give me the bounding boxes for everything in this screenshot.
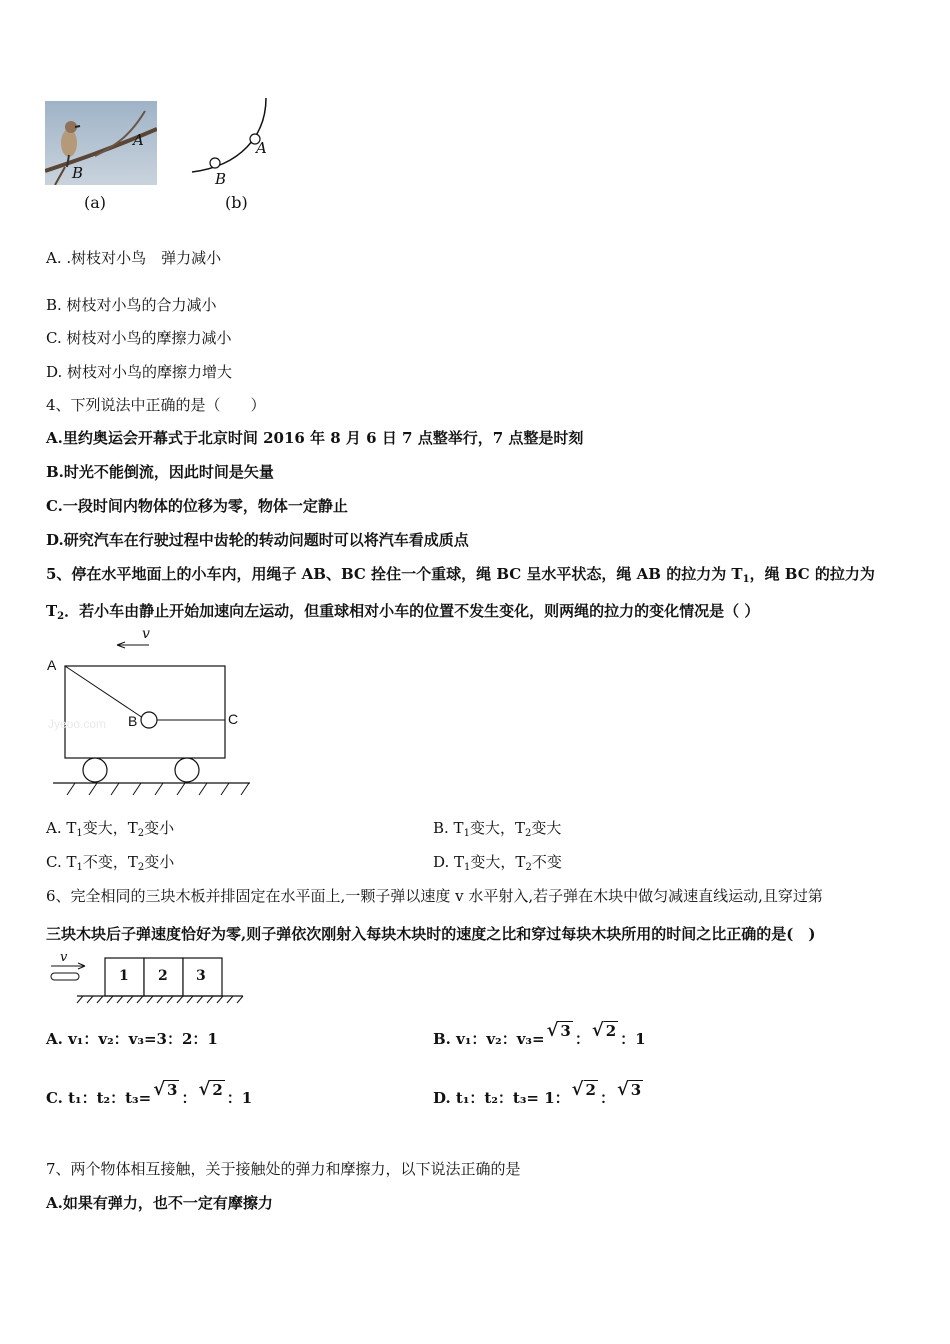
cart-diagram xyxy=(45,628,257,798)
subscript: 1 xyxy=(742,574,750,585)
radicand: 3 xyxy=(560,1022,571,1040)
curve-label-a: A xyxy=(256,139,267,157)
bird-label-a: A xyxy=(133,131,144,149)
radicand: 2 xyxy=(605,1022,617,1040)
q5-option-a xyxy=(46,818,174,844)
figure-caption-a: (a) xyxy=(84,193,107,212)
q5-option-c xyxy=(46,852,174,878)
q3-option-c: C. 树枝对小鸟的摩擦力减小 xyxy=(46,329,232,347)
opt-text: 不变 xyxy=(531,853,562,871)
q3-option-d: D. 树枝对小鸟的摩擦力增大 xyxy=(46,363,233,381)
cart-figure xyxy=(45,628,257,798)
opt-text: 变大，T xyxy=(469,819,525,837)
q5-stem-text-1: 5、停在水平地面上的小车内，用绳子 AB、BC 拴住一个重球，绳 BC 呈水平状态，绳 AB 的拉力为 T xyxy=(46,565,743,583)
opt-text: 变大，T xyxy=(82,819,138,837)
block-label-3: 3 xyxy=(196,968,206,984)
radicand: 2 xyxy=(212,1081,223,1099)
subscript: 1 xyxy=(76,828,83,839)
q6-option-a: A. v₁：v₂：v₃=3：2：1 xyxy=(46,1030,218,1048)
sqrt-2: √ 2 xyxy=(198,1079,223,1100)
curve-label-b: B xyxy=(215,170,227,188)
subscript: 2 xyxy=(57,611,65,622)
blocks-label-v: v xyxy=(60,950,68,965)
opt-text: 变大 xyxy=(531,819,562,837)
opt-text: C. t₁：t₂：t₃= xyxy=(46,1089,152,1107)
opt-text: 不变，T xyxy=(82,853,138,871)
sqrt-3: √ 3 xyxy=(546,1020,571,1041)
cart-label-a: A xyxy=(47,657,57,673)
q4-option-d: D.研究汽车在行驶过程中齿轮的转动问题时可以将汽车看成质点 xyxy=(46,531,469,549)
opt-text: ： xyxy=(181,1089,197,1107)
subscript: 1 xyxy=(76,862,83,873)
opt-text: 变小 xyxy=(144,853,175,871)
q3-option-a: A. .树枝对小鸟 弹力减小 xyxy=(46,249,222,267)
opt-text: A. T xyxy=(46,819,77,837)
q5-stem-text-2: ，绳 BC 的拉力为 xyxy=(749,565,875,583)
opt-text: 变大，T xyxy=(470,853,526,871)
opt-text: ： xyxy=(599,1089,615,1107)
bird-label-b: B xyxy=(72,164,84,182)
blocks-figure xyxy=(47,953,247,1005)
q5-option-b xyxy=(433,818,561,844)
q5-stem-line1 xyxy=(46,564,875,590)
sqrt-3: √ 3 xyxy=(153,1079,178,1100)
cart-label-v: v xyxy=(142,626,150,642)
q6-option-b xyxy=(433,1020,646,1049)
block-label-1: 1 xyxy=(119,968,129,984)
q7-stem: 7、两个物体相互接触，关于接触处的弹力和摩擦力，以下说法正确的是 xyxy=(46,1160,521,1178)
opt-text: 变小 xyxy=(144,819,175,837)
q6-option-d xyxy=(433,1079,645,1108)
q4-stem: 4、下列说法中正确的是（ ） xyxy=(46,396,266,414)
block-label-2: 2 xyxy=(158,968,168,984)
sqrt-3: √ 3 xyxy=(616,1079,642,1100)
q4-option-a: A.里约奥运会开幕式于北京时间 2016 年 8 月 6 日 7 点整举行，7 点整是时刻 xyxy=(46,429,584,447)
opt-text: D. T xyxy=(433,853,465,871)
radicand: 2 xyxy=(585,1081,596,1099)
cart-label-c: C xyxy=(228,711,239,727)
q5-stem-text-4: ．若小车由静止开始加速向左运动，但重球相对小车的位置不发生变化，则两绳的拉力的变化情况是（ ） xyxy=(64,602,760,620)
opt-text: C. T xyxy=(46,853,77,871)
subscript: 2 xyxy=(525,862,532,873)
q6-stem-line1: 6、完全相同的三块木板并排固定在水平面上,一颗子弹以速度 v 水平射入,若子弹在木块中做匀减速直线运动,且穿过第 xyxy=(46,887,823,905)
q5-option-d xyxy=(433,852,562,878)
opt-text: B. v₁：v₂：v₃= xyxy=(433,1030,545,1048)
subscript: 1 xyxy=(463,828,470,839)
subscript: 2 xyxy=(524,828,532,839)
q7-option-a: A.如果有弹力，也不一定有摩擦力 xyxy=(46,1194,273,1212)
cart-label-b: B xyxy=(128,713,138,729)
opt-text: ： xyxy=(574,1030,590,1048)
figure-caption-b: (b) xyxy=(225,193,248,212)
subscript: 1 xyxy=(464,862,471,873)
radicand: 3 xyxy=(630,1081,642,1099)
opt-text: ：1 xyxy=(620,1030,646,1048)
opt-text: D. t₁：t₂：t₃= 1： xyxy=(433,1089,570,1107)
q6-option-c xyxy=(46,1079,253,1108)
q6-stem-line2: 三块木块后子弹速度恰好为零,则子弹依次刚射入每块木块时的速度之比和穿过每块木块所用的时间之比正确的是( ) xyxy=(46,925,816,943)
opt-text: B. T xyxy=(433,819,464,837)
q4-option-c: C.一段时间内物体的位移为零，物体一定静止 xyxy=(46,497,348,515)
sqrt-2: √ 2 xyxy=(571,1079,596,1100)
q4-option-b: B.时光不能倒流，因此时间是矢量 xyxy=(46,463,274,481)
blocks-diagram xyxy=(47,953,247,1005)
subscript: 2 xyxy=(137,862,145,873)
radicand: 3 xyxy=(167,1081,178,1099)
q5-stem-line2 xyxy=(46,601,759,627)
subscript: 2 xyxy=(137,828,145,839)
watermark: Jyeoo.com xyxy=(48,717,107,731)
q3-option-b: B. 树枝对小鸟的合力减小 xyxy=(46,296,217,314)
opt-text: ：1 xyxy=(226,1089,253,1107)
sqrt-2: √ 2 xyxy=(591,1020,617,1041)
q5-stem-text-3: T xyxy=(46,602,58,620)
